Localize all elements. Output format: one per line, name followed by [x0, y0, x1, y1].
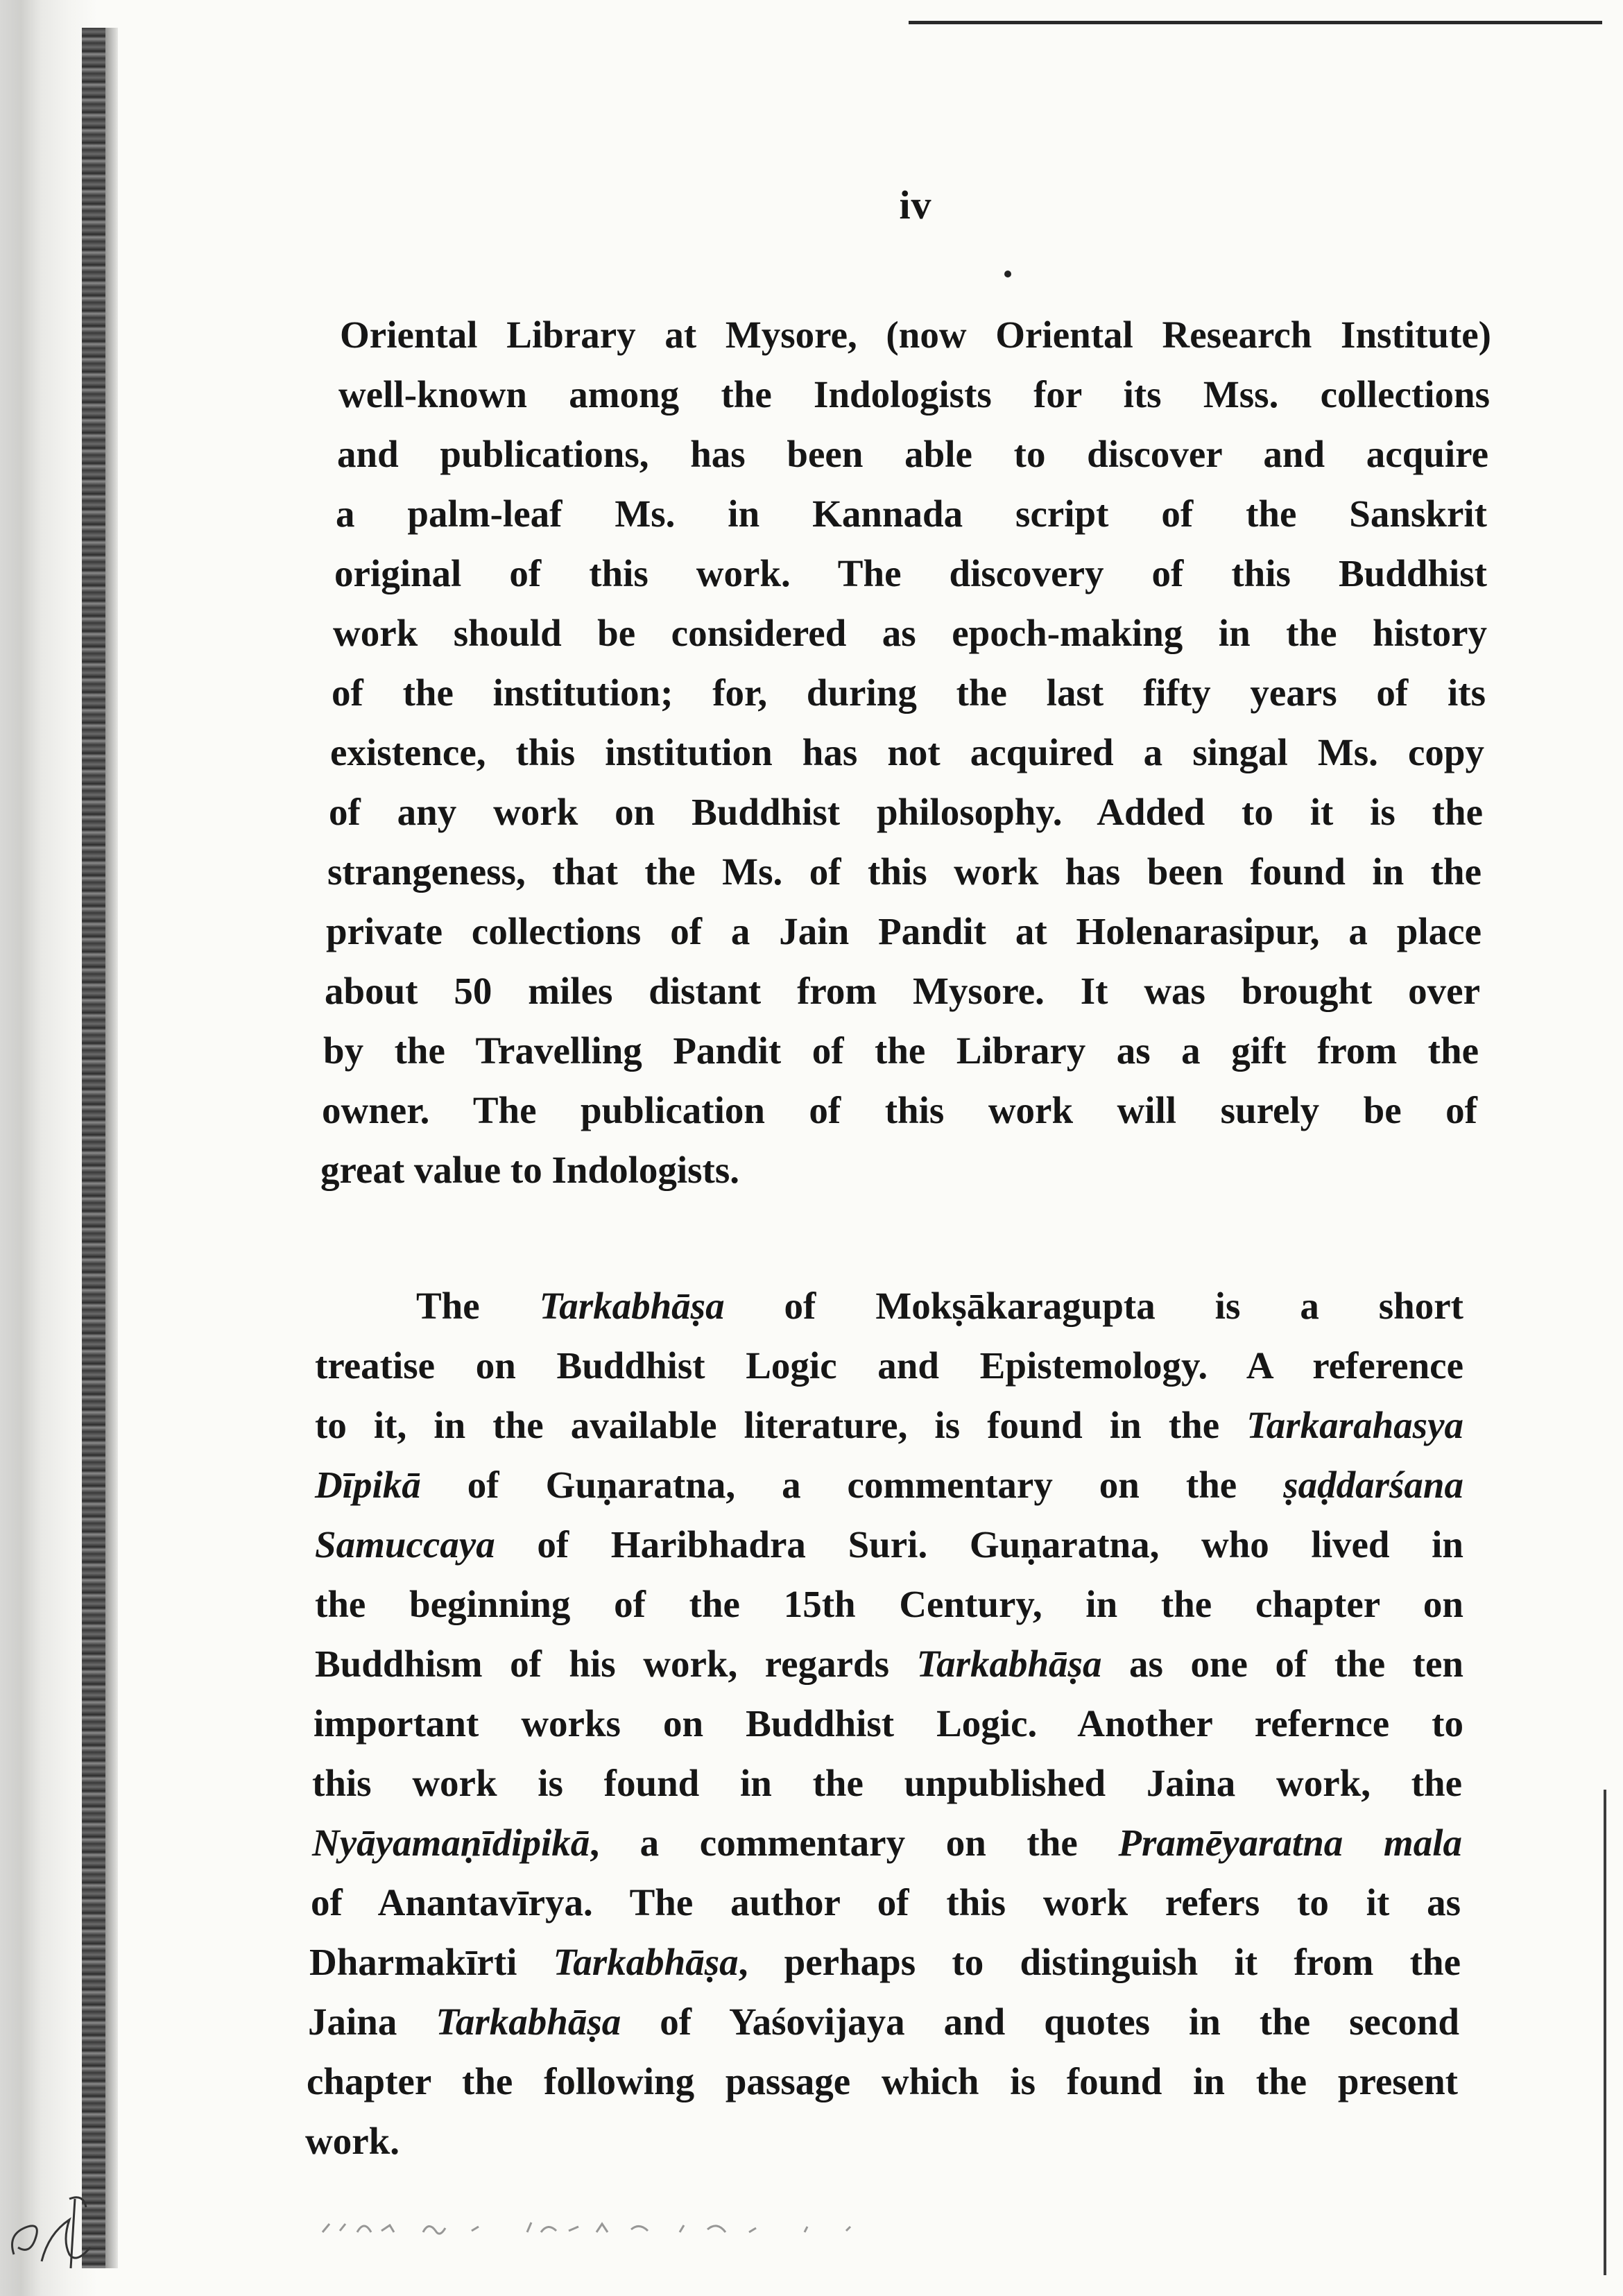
paragraph-line: Oriental Library at Mysore, (now Oriental Research Institute) [340, 314, 1491, 356]
paragraph-line: great value to Indologists. [320, 1149, 740, 1191]
paragraph-line: owner. The publication of this work will surely be of [322, 1089, 1477, 1131]
handwritten-margin-mark [0, 2171, 125, 2282]
paragraph-line: Dharmakīrti Tarkabhāṣa, perhaps to distinguish it from the [309, 1941, 1461, 1983]
paragraph-line: Jaina Tarkabhāṣa of Yaśovijaya and quotes in the second [308, 2001, 1459, 2043]
paragraph-line: about 50 miles distant from Mysore. It was brought over [325, 970, 1480, 1012]
ink-dot [1004, 271, 1011, 277]
page-number: iv [899, 182, 932, 228]
paragraph-line: Nyāyamaṇīdipikā, a commentary on the Pramēyaratna mala [312, 1822, 1462, 1864]
paragraph-line: by the Travelling Pandit of the Library as a gift from the [323, 1029, 1479, 1072]
paragraph-line: of Anantavīrya. The author of this work refers to it as [311, 1881, 1461, 1924]
paragraph-line: a palm-leaf Ms. in Kannada script of the Sanskrit [336, 492, 1487, 535]
paragraph-line: Dīpikā of Guṇaratna, a commentary on the ṣaḍdarśana [315, 1464, 1463, 1506]
top-rule [909, 21, 1602, 24]
paragraph-line: Samuccaya of Haribhadra Suri. Guṇaratna, who lived in [315, 1523, 1463, 1566]
paragraph-line: original of this work. The discovery of this Buddhist [334, 552, 1487, 594]
paragraph-line: of the institution; for, during the last fifty years of its [332, 671, 1486, 714]
right-rule [1604, 1790, 1606, 2275]
paragraph-line: Buddhism of his work, regards Tarkabhāṣa as one of the ten [315, 1643, 1463, 1685]
paragraph-line: and publications, has been able to discover and acquire [337, 433, 1488, 475]
paragraph-line: treatise on Buddhist Logic and Epistemology. A reference [315, 1344, 1463, 1387]
paragraph-line: important works on Buddhist Logic. Another refernce to [314, 1702, 1463, 1745]
paragraph-line: strangeness, that the Ms. of this work has been found in the [327, 850, 1482, 893]
faint-scan-marks [319, 2211, 1082, 2246]
paragraph-line: this work is found in the unpublished Jaina work, the [312, 1762, 1462, 1804]
paragraph-line: existence, this institution has not acquired a singal Ms. copy [330, 731, 1484, 773]
paragraph-line: work. [305, 2120, 400, 2162]
paragraph-line: private collections of a Jain Pandit at Holenarasipur, a place [326, 910, 1482, 952]
paragraph-line: chapter the following passage which is found in the present [307, 2060, 1458, 2102]
paragraph-line: work should be considered as epoch-making in the history [333, 612, 1487, 654]
paragraph-line: of any work on Buddhist philosophy. Added to it is the [329, 791, 1483, 833]
paragraph-line: The Tarkabhāṣa of Mokṣākaragupta is a short [416, 1285, 1463, 1327]
paragraph-line: the beginning of the 15th Century, in the chapter on [315, 1583, 1463, 1625]
paragraph-line: to it, in the available literature, is found in the Tarkarahasya [315, 1404, 1463, 1446]
book-spine [82, 28, 105, 2268]
book-spine-shadow [105, 28, 118, 2268]
paragraph-line: well-known among the Indologists for its Mss. collections [338, 373, 1490, 415]
